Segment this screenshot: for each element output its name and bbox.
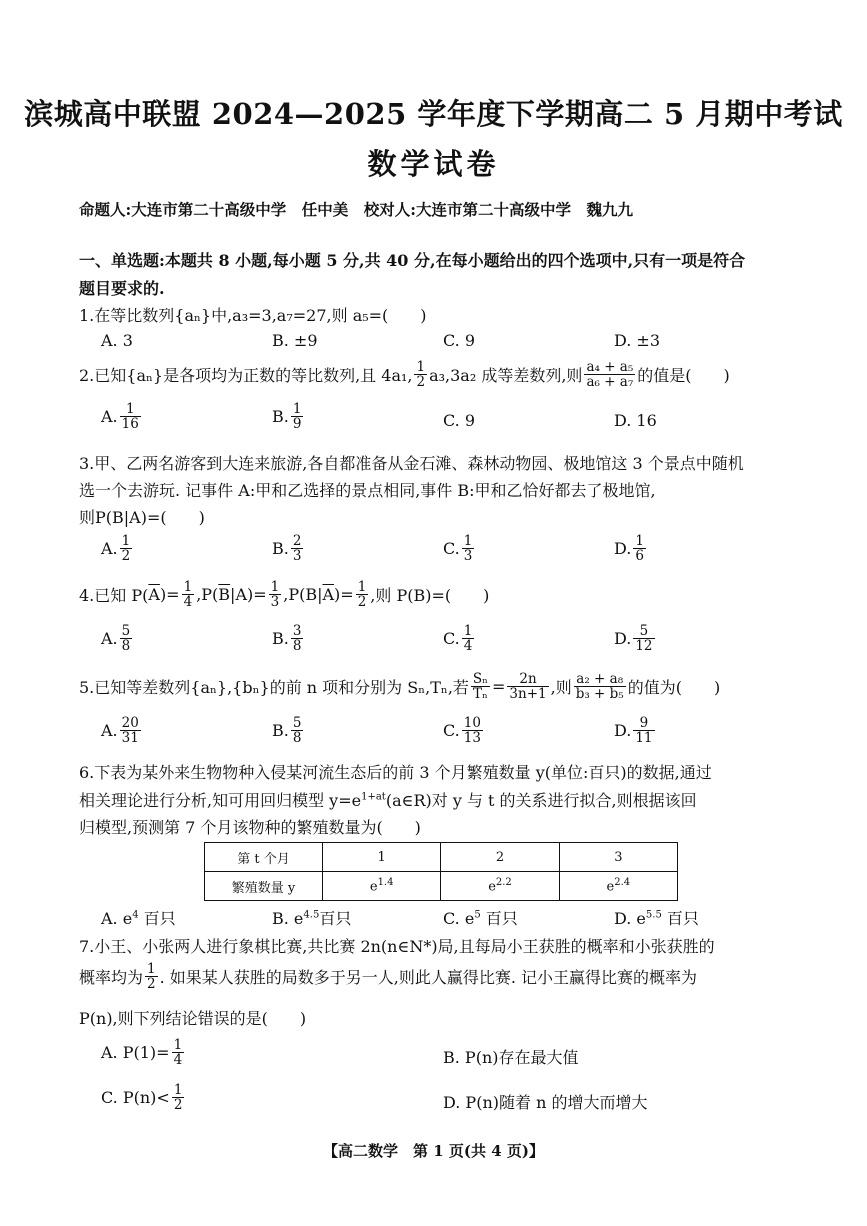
fraction: $\frac{\text{a₄ + a₅}}{\text{a₆ + a₇}}$ (586, 359, 634, 391)
section-heading-line-2: 题目要求的. (79, 279, 165, 298)
q1-option-b: B. ±9 (272, 331, 318, 350)
table-row (205, 872, 678, 901)
q3-option-a: A. $\frac{1}{2}$ (101, 533, 131, 565)
breeding-data-table (204, 842, 678, 901)
table-header-cell: 2 (441, 843, 559, 872)
q5-option-a: A. $\frac{20}{31}$ (101, 715, 139, 747)
table-cell: 繁殖数量 y (205, 872, 323, 901)
q6-option-c: C. $e^5$ 百只 (443, 909, 518, 928)
question-7-line-1: 7.小王、小张两人进行象棋比赛,共比赛 2n(n∈N*)局,且每局小王获胜的概率和小张获胜的 (79, 937, 715, 956)
table-row (205, 843, 678, 872)
q6-option-b: B. $e^{4.5}$百只 (272, 909, 352, 928)
q2-option-b: B. $\frac{1}{9}$ (272, 401, 302, 433)
question-3-line-3: 则P(B|A)=( ) (79, 508, 205, 527)
table-cell: $e^{1.4}$ (323, 872, 441, 901)
question-5-stem: 5.已知等差数列{aₙ},{bₙ}的前 n 项和分别为 Sₙ,Tₙ,若 $\frac{\text{Sₙ}}{\text{Tₙ}}$ = $\frac{2n}{3n+1}$ ,则 $\frac{\text{a₂ + a₈}}{\text{b₃ + b₅}}$ 的值为( ) (79, 671, 721, 703)
q2-option-c: C. 9 (443, 411, 476, 430)
q6-option-a: A. $e^4$ 百只 (101, 909, 176, 928)
question-6-line-2: 相关理论进行分析,知可用回归模型 $y=e^{1+at}(a\in R)$对 y 与 t 的关系进行拟合,则根据该回 (79, 791, 697, 810)
q4-option-b: B. $\frac{3}{8}$ (272, 623, 302, 655)
page-footer: 【高二数学 第 1 页(共 4 页)】 (323, 1142, 544, 1160)
question-7-line-3: P(n),则下列结论错误的是( ) (79, 1009, 307, 1028)
table-header-cell: 3 (559, 843, 677, 872)
q6-option-d: D. $e^{5.5}$ 百只 (614, 909, 699, 928)
exam-title: 滨城高中联盟 2024—2025 学年度下学期高二 5 月期中考试 (24, 97, 843, 131)
question-3-line-2: 选一个去游玩. 记事件 A:甲和乙选择的景点相同,事件 B:甲和乙恰好都去了极地馆, (79, 481, 656, 500)
table-cell: $e^{2.4}$ (559, 872, 677, 901)
question-1-stem: 1.在等比数列{aₙ}中,a₃=3,a₇=27,则 a₅=( ) (79, 306, 427, 325)
question-2-stem: 2.已知{aₙ}是各项均为正数的等比数列,且 4a₁, $\frac{1}{2}$ a₃,3a₂ 成等差数列,则 $\frac{\text{a₄ + a₅}}{\text{a₆ + a₇}}$ 的值是( ) (79, 359, 730, 391)
table-header-cell: 1 (323, 843, 441, 872)
q4-option-c: C. $\frac{1}{4}$ (443, 623, 473, 655)
q5-option-c: C. $\frac{10}{13}$ (443, 715, 481, 747)
q1-option-a: A. 3 (101, 331, 133, 350)
question-4-stem: 4.已知 P( $\overline{A}$ )= $\frac{1}{4}$ ,P( $\overline{B}$ |A)= $\frac{1}{3}$ ,P(B| $\overline{A}$ )= $\frac{1}{2}$ ,则 P(B)=( ) (79, 579, 490, 611)
fraction: $\frac{1}{2}$ (416, 359, 426, 391)
q1-option-c: C. 9 (443, 331, 476, 350)
exam-subtitle: 数学试卷 (367, 147, 500, 181)
q7-option-c: C. P(n)< $\frac{1}{2}$ (101, 1082, 183, 1114)
question-7-line-2: 概率均为 $\frac{1}{2}$ . 如果某人获胜的局数多于另一人,则此人赢得比赛. 记小王赢得比赛的概率为 (79, 961, 698, 993)
q7-option-b: B. P(n)存在最大值 (443, 1048, 579, 1067)
q3-option-b: B. $\frac{2}{3}$ (272, 533, 302, 565)
q1-option-d: D. ±3 (614, 331, 661, 350)
q7-option-a: A. P(1)= $\frac{1}{4}$ (101, 1037, 183, 1069)
table-header-cell: 第 t 个月 (205, 843, 323, 872)
author-line: 命题人:大连市第二十高级中学 任中美 校对人:大连市第二十高级中学 魏九九 (79, 200, 633, 219)
q7-option-d: D. P(n)随着 n 的增大而增大 (443, 1093, 648, 1112)
q2-option-d: D. 16 (614, 411, 657, 430)
q3-option-d: D. $\frac{1}{6}$ (614, 533, 644, 565)
question-6-line-3: 归模型,预测第 7 个月该物种的繁殖数量为( ) (79, 818, 421, 837)
question-6-line-1: 6.下表为某外来生物物种入侵某河流生态后的前 3 个月繁殖数量 y(单位:百只)的数据,通过 (79, 763, 712, 782)
q2-option-a: A. $\frac{1}{16}$ (101, 401, 139, 433)
question-3-line-1: 3.甲、乙两名游客到大连来旅游,各自都准备从金石滩、森林动物园、极地馆这 3 个景点中随机 (79, 454, 744, 473)
q4-option-a: A. $\frac{5}{8}$ (101, 623, 131, 655)
q5-option-d: D. $\frac{9}{11}$ (614, 715, 653, 747)
table-cell: $e^{2.2}$ (441, 872, 559, 901)
q5-option-b: B. $\frac{5}{8}$ (272, 715, 302, 747)
q4-option-d: D. $\frac{5}{12}$ (614, 623, 653, 655)
q3-option-c: C. $\frac{1}{3}$ (443, 533, 473, 565)
section-heading-line-1: 一、单选题:本题共 8 小题,每小题 5 分,共 40 分,在每小题给出的四个选项中,只有一项是符合 (79, 251, 746, 270)
